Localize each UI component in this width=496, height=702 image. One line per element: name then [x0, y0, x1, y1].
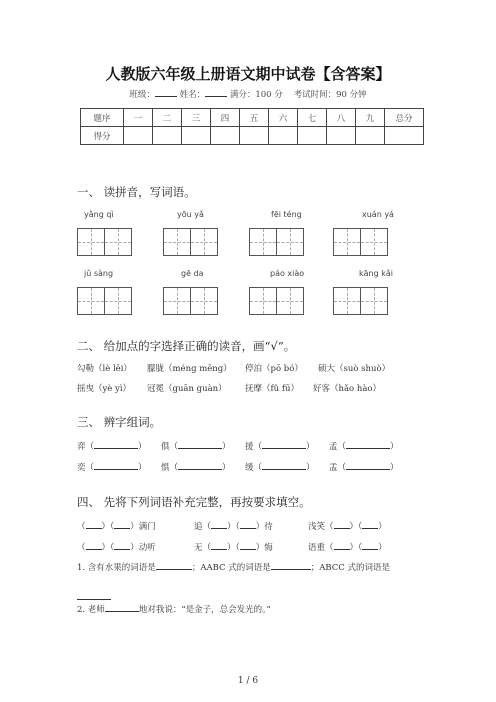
answer-blank[interactable] [240, 520, 256, 529]
tianzige-box[interactable] [190, 287, 218, 315]
idiom-text: ）（ [227, 543, 240, 553]
tianzige-box[interactable] [163, 228, 191, 256]
idiom-text: ） [378, 522, 387, 532]
word-group-char: 俱（ [161, 442, 179, 452]
tianzige-box[interactable] [333, 287, 361, 315]
paren-close: ） [306, 463, 315, 473]
answer-blank[interactable] [86, 541, 102, 550]
score-header-cell: 题序 [81, 109, 124, 127]
pinyin: gē da [181, 269, 204, 278]
score-header-row [81, 109, 424, 127]
paren-close: ） [306, 442, 315, 452]
idiom-fill-line [308, 541, 387, 553]
word-group-item [77, 440, 147, 452]
answer-blank[interactable] [114, 541, 130, 550]
reading-choice[interactable]: 冠冕（guān guàn） [147, 384, 227, 394]
question-1 [77, 561, 390, 573]
idiom-text: 浅笑（ [308, 522, 334, 532]
tianzige-box[interactable] [104, 228, 132, 256]
pinyin: fēi téng [271, 210, 302, 219]
question-text: 1. 含有水果的词语是 [77, 563, 156, 573]
tianzige-box[interactable] [276, 228, 304, 256]
word-group-char: 盂（ [329, 463, 347, 473]
answer-blank[interactable] [362, 541, 378, 550]
score-header-cell: 总分 [385, 109, 424, 127]
answer-blank[interactable] [346, 440, 390, 449]
answer-blank[interactable] [86, 520, 102, 529]
answer-blank[interactable] [94, 461, 138, 470]
reading-choice[interactable]: 硕大（suò shuò） [318, 364, 391, 374]
word-group-char: 缓（ [245, 463, 263, 473]
question-1-continued [77, 585, 111, 604]
idiom-text: 追（ [194, 522, 212, 532]
full-score: 满分：100 分 [229, 90, 283, 100]
answer-blank[interactable] [271, 561, 311, 570]
word-group-char: 惧（ [161, 463, 179, 473]
answer-blank[interactable] [178, 440, 222, 449]
section-1-title: 一、 读拼音，写词语。 [77, 185, 196, 199]
class-blank [155, 88, 177, 97]
score-cell[interactable] [269, 127, 298, 145]
idiom-fill-line [77, 520, 156, 532]
pinyin: xuán yá [362, 210, 394, 219]
pinyin: yōu yǎ [177, 210, 204, 219]
paren-close: ） [390, 442, 399, 452]
word-group-char: 援（ [245, 442, 263, 452]
score-cell[interactable] [385, 127, 424, 145]
answer-blank[interactable] [211, 541, 227, 550]
paren-close: ） [138, 442, 147, 452]
score-cell[interactable] [298, 127, 327, 145]
answer-blank[interactable] [334, 541, 350, 550]
word-group-item [161, 440, 231, 452]
score-value-row [81, 127, 424, 145]
answer-blank[interactable] [262, 461, 306, 470]
tianzige-box[interactable] [360, 228, 388, 256]
tianzige-box[interactable] [104, 287, 132, 315]
score-cell[interactable] [153, 127, 182, 145]
reading-choice[interactable]: 抚摩（fǔ fū） [245, 384, 299, 394]
question-text: 地对我说：“是金子，总会发光的。” [138, 605, 271, 615]
name-label: 姓名： [179, 90, 206, 100]
word-group-char: 奕（ [77, 463, 95, 473]
answer-blank[interactable] [346, 461, 390, 470]
word-group-item [329, 461, 399, 473]
question-text: ；AABC 式的词语是 [191, 563, 271, 573]
score-header-cell: 八 [327, 109, 356, 127]
pinyin: yǎng qì [84, 210, 114, 219]
score-cell[interactable] [356, 127, 385, 145]
idiom-fill-line [77, 541, 156, 553]
answer-blank[interactable] [178, 461, 222, 470]
idiom-text: （ [77, 522, 86, 532]
tianzige-box[interactable] [249, 228, 277, 256]
score-header-cell: 四 [211, 109, 240, 127]
pinyin: páo xiào [270, 269, 305, 278]
page-number: 1 / 6 [237, 676, 259, 686]
idiom-text: （ [77, 543, 86, 553]
score-header-cell: 一 [124, 109, 153, 127]
tianzige-box[interactable] [276, 287, 304, 315]
class-label: 班级： [129, 90, 155, 100]
pinyin: jǔ sàng [84, 269, 114, 278]
pinyin: kāng kǎi [359, 269, 393, 278]
score-header-cell: 六 [269, 109, 298, 127]
word-group-item [245, 461, 315, 473]
idiom-text: ）（ [227, 522, 240, 532]
word-group-item [161, 461, 231, 473]
score-cell[interactable] [327, 127, 356, 145]
question-text: ；ABCC 式的词语是 [310, 563, 390, 573]
word-group-item [329, 440, 399, 452]
answer-blank[interactable] [94, 440, 138, 449]
idiom-text: ）（ [349, 522, 363, 532]
paren-close: ） [222, 463, 231, 473]
tianzige-box[interactable] [190, 228, 218, 256]
tianzige-box[interactable] [249, 287, 277, 315]
score-cell[interactable] [124, 127, 153, 145]
word-group-item [77, 461, 147, 473]
score-cell[interactable] [240, 127, 269, 145]
tianzige-box[interactable] [77, 287, 105, 315]
idiom-text: ）待 [255, 522, 273, 532]
word-group-char: 弈（ [77, 442, 95, 452]
idiom-text: ）悔 [255, 543, 273, 553]
section-4-title: 四、 先将下列词语补充完整，再按要求填空。 [77, 495, 311, 509]
answer-blank[interactable] [77, 591, 111, 600]
question-2 [77, 603, 271, 615]
score-header-cell: 三 [182, 109, 211, 127]
tianzige-box[interactable] [333, 228, 361, 256]
answer-blank[interactable] [114, 520, 130, 529]
idiom-fill-line [194, 520, 273, 532]
answer-blank[interactable] [105, 603, 139, 612]
idiom-text: ）（ [101, 522, 115, 532]
answer-blank[interactable] [262, 440, 306, 449]
exam-info [0, 88, 496, 100]
word-group-char: 孟（ [329, 442, 347, 452]
tianzige-box[interactable] [360, 287, 388, 315]
idiom-text: ） [378, 543, 387, 553]
score-row-label: 得分 [81, 127, 124, 145]
reading-choice[interactable]: 停泊（pō bó） [245, 364, 303, 374]
answer-blank[interactable] [156, 561, 192, 570]
answer-blank[interactable] [362, 520, 378, 529]
score-header-cell: 九 [356, 109, 385, 127]
score-header-cell: 七 [298, 109, 327, 127]
idiom-text: ）（ [101, 543, 115, 553]
question-text: 2. 老师 [77, 605, 105, 615]
section-3-title: 三、 辨字组词。 [77, 415, 162, 429]
section-2-title: 二、 给加点的字选择正确的读音，画“√”。 [77, 339, 296, 353]
paren-close: ） [390, 463, 399, 473]
score-header-cell: 五 [240, 109, 269, 127]
answer-blank[interactable] [211, 520, 227, 529]
tianzige-box[interactable] [77, 228, 105, 256]
reading-choice[interactable]: 勾勒（lè lēi） [77, 364, 132, 374]
answer-blank[interactable] [334, 520, 350, 529]
page-title: 人教版六年级上册语文期中试卷【含答案】 [105, 65, 391, 83]
reading-choice[interactable]: 朦胧（méng mēng） [147, 364, 232, 374]
name-blank [205, 88, 227, 97]
idiom-text: ）满门 [130, 522, 156, 532]
idiom-text: ）动听 [130, 543, 156, 553]
idiom-fill-line [308, 520, 387, 532]
idiom-fill-line [194, 541, 273, 553]
idiom-text: ）（ [349, 543, 363, 553]
word-group-item [245, 440, 315, 452]
paren-close: ） [138, 463, 147, 473]
answer-blank[interactable] [240, 541, 256, 550]
paren-close: ） [222, 442, 231, 452]
exam-time: 考试时间：90 分钟 [293, 90, 367, 100]
reading-choice[interactable]: 好客（hǎo hào） [313, 384, 382, 394]
idiom-text: 无（ [194, 543, 212, 553]
reading-choice[interactable]: 摇曳（yè yì） [77, 384, 132, 394]
tianzige-box[interactable] [163, 287, 191, 315]
score-table [80, 108, 424, 145]
idiom-text: 语重（ [308, 543, 334, 553]
score-cell[interactable] [211, 127, 240, 145]
score-cell[interactable] [182, 127, 211, 145]
score-header-cell: 二 [153, 109, 182, 127]
